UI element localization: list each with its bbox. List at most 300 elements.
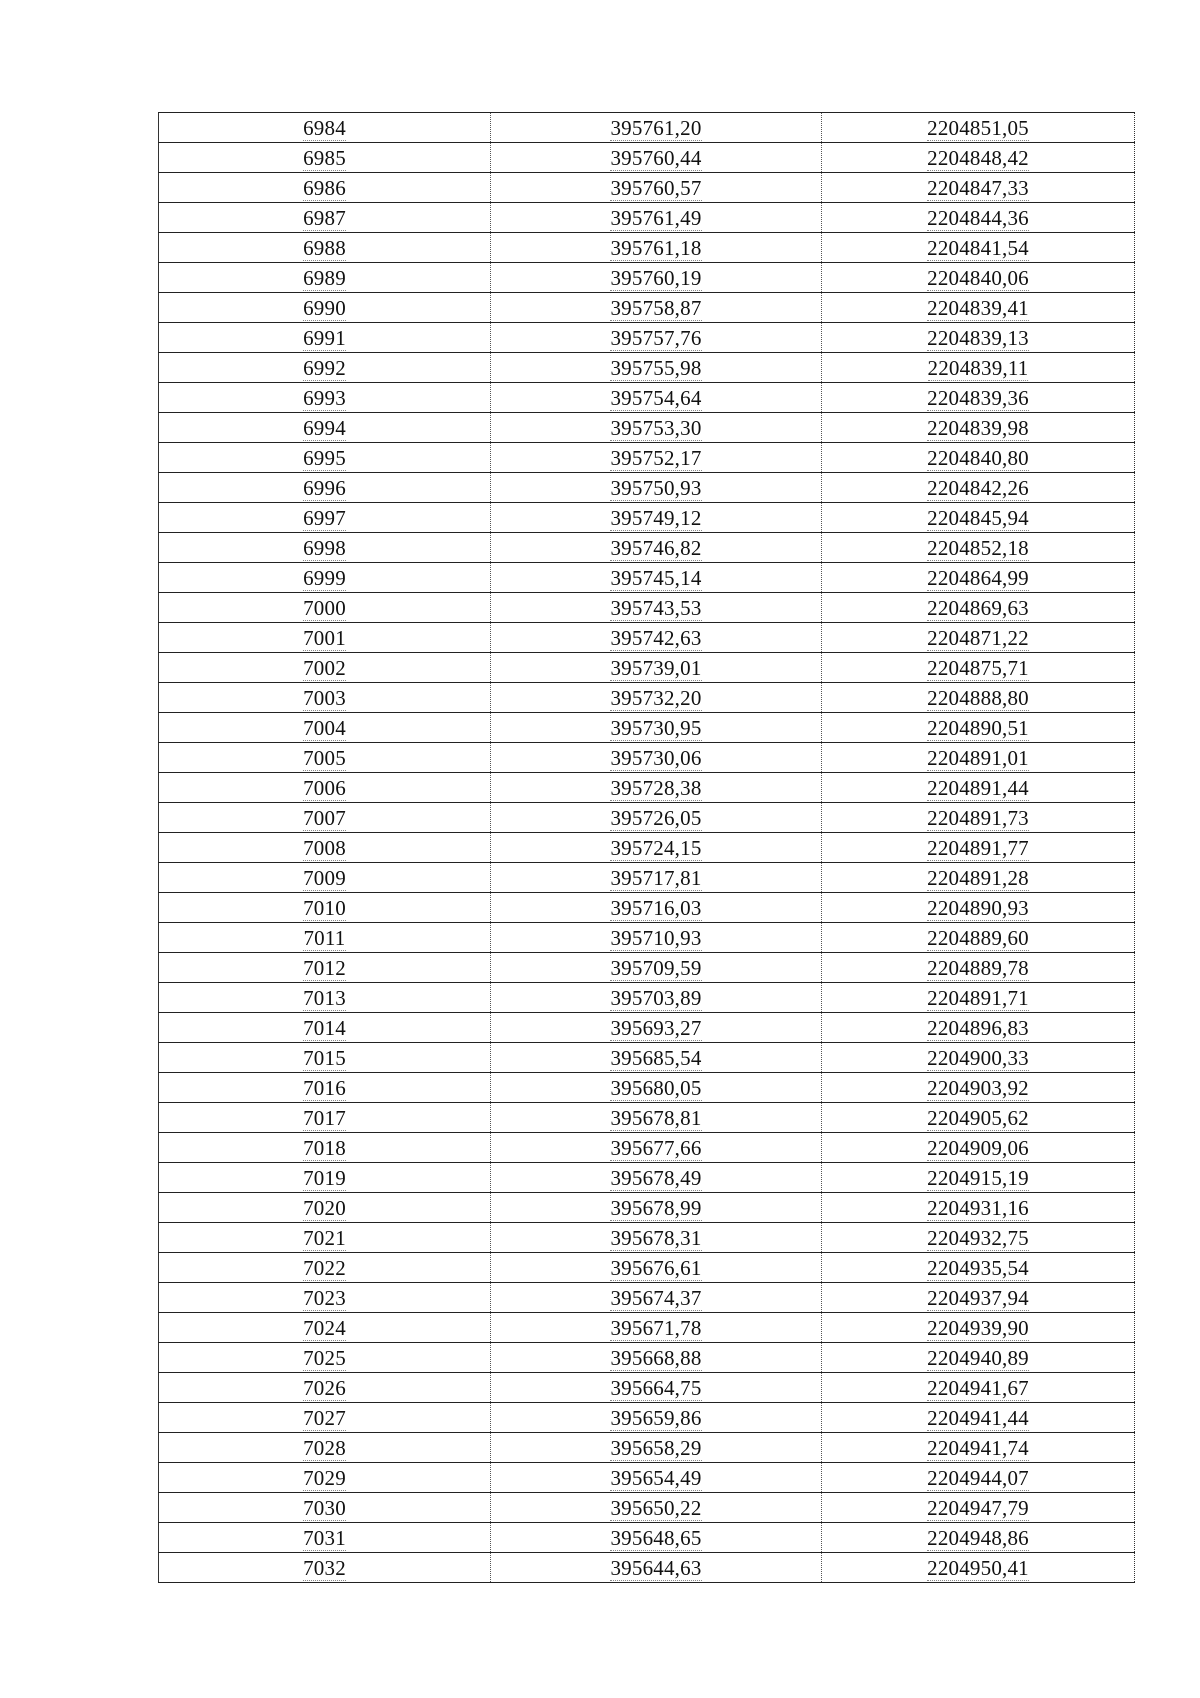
table-row [159, 1103, 1135, 1133]
x-coordinate-cell [491, 413, 822, 443]
point-number-cell [159, 443, 491, 473]
cell-text: 7031 [303, 1526, 346, 1550]
table-row [159, 113, 1135, 143]
y-coordinate-cell [822, 1103, 1135, 1133]
y-coordinate-cell [822, 443, 1135, 473]
cell-text: 7025 [303, 1346, 346, 1370]
point-number-cell [159, 1403, 491, 1433]
y-coordinate-cell [822, 1373, 1135, 1403]
y-coordinate-cell [822, 263, 1135, 293]
y-coordinate-cell [822, 503, 1135, 533]
x-coordinate-cell [491, 923, 822, 953]
cell-text: 2204839,36 [927, 386, 1029, 410]
cell-text: 7027 [303, 1406, 346, 1430]
cell-text: 395760,57 [610, 176, 702, 200]
cell-text: 395730,06 [610, 746, 702, 770]
cell-text: 6984 [303, 116, 346, 140]
y-coordinate-cell [822, 893, 1135, 923]
table-row [159, 983, 1135, 1013]
point-number-cell [159, 863, 491, 893]
point-number-cell [159, 1433, 491, 1463]
table-row [159, 893, 1135, 923]
cell-text: 7003 [303, 686, 346, 710]
cell-text: 395724,15 [610, 836, 702, 860]
y-coordinate-cell [822, 1163, 1135, 1193]
point-number-cell [159, 1193, 491, 1223]
cell-text: 6997 [303, 506, 346, 530]
y-coordinate-cell [822, 233, 1135, 263]
x-coordinate-cell [491, 1523, 822, 1553]
cell-text: 395753,30 [610, 416, 702, 440]
table-row [159, 713, 1135, 743]
cell-text: 2204864,99 [927, 566, 1029, 590]
table-row [159, 1193, 1135, 1223]
y-coordinate-cell [822, 1463, 1135, 1493]
cell-text: 2204839,13 [927, 326, 1029, 350]
cell-text: 395678,99 [610, 1196, 702, 1220]
cell-text: 395658,29 [610, 1436, 702, 1460]
x-coordinate-cell [491, 1553, 822, 1583]
table-row [159, 1013, 1135, 1043]
cell-text: 395739,01 [610, 656, 702, 680]
cell-text: 395761,18 [610, 236, 702, 260]
x-coordinate-cell [491, 1403, 822, 1433]
x-coordinate-cell [491, 353, 822, 383]
cell-text: 6994 [303, 416, 346, 440]
point-number-cell [159, 263, 491, 293]
y-coordinate-cell [822, 1193, 1135, 1223]
y-coordinate-cell [822, 923, 1135, 953]
x-coordinate-cell [491, 1133, 822, 1163]
x-coordinate-cell [491, 1043, 822, 1073]
table-row [159, 233, 1135, 263]
cell-text: 395716,03 [610, 896, 702, 920]
cell-text: 6987 [303, 206, 346, 230]
cell-text: 6988 [303, 236, 346, 260]
y-coordinate-cell [822, 1523, 1135, 1553]
y-coordinate-cell [822, 1043, 1135, 1073]
y-coordinate-cell [822, 563, 1135, 593]
cell-text: 2204941,44 [927, 1406, 1029, 1430]
y-coordinate-cell [822, 1403, 1135, 1433]
cell-text: 7021 [303, 1226, 346, 1250]
x-coordinate-cell [491, 563, 822, 593]
cell-text: 7014 [303, 1016, 346, 1040]
x-coordinate-cell [491, 503, 822, 533]
table-row [159, 293, 1135, 323]
cell-text: 2204947,79 [927, 1496, 1029, 1520]
cell-text: 7004 [303, 716, 346, 740]
point-number-cell [159, 503, 491, 533]
point-number-cell [159, 353, 491, 383]
cell-text: 2204839,11 [927, 356, 1029, 380]
cell-text: 6989 [303, 266, 346, 290]
cell-text: 6992 [303, 356, 346, 380]
cell-text: 6990 [303, 296, 346, 320]
cell-text: 2204842,26 [927, 476, 1029, 500]
point-number-cell [159, 563, 491, 593]
table-row [159, 1253, 1135, 1283]
y-coordinate-cell [822, 173, 1135, 203]
table-row [159, 533, 1135, 563]
cell-text: 7028 [303, 1436, 346, 1460]
point-number-cell [159, 1343, 491, 1373]
y-coordinate-cell [822, 983, 1135, 1013]
y-coordinate-cell [822, 833, 1135, 863]
cell-text: 2204935,54 [927, 1256, 1029, 1280]
cell-text: 395659,86 [610, 1406, 702, 1430]
table-row [159, 773, 1135, 803]
table-row [159, 203, 1135, 233]
y-coordinate-cell [822, 653, 1135, 683]
table-row [159, 653, 1135, 683]
point-number-cell [159, 323, 491, 353]
cell-text: 7009 [303, 866, 346, 890]
x-coordinate-cell [491, 743, 822, 773]
x-coordinate-cell [491, 323, 822, 353]
y-coordinate-cell [822, 1073, 1135, 1103]
y-coordinate-cell [822, 773, 1135, 803]
cell-text: 2204851,05 [927, 116, 1029, 140]
y-coordinate-cell [822, 293, 1135, 323]
cell-text: 395728,38 [610, 776, 702, 800]
cell-text: 7010 [303, 896, 346, 920]
point-number-cell [159, 803, 491, 833]
y-coordinate-cell [822, 473, 1135, 503]
x-coordinate-cell [491, 1373, 822, 1403]
x-coordinate-cell [491, 1283, 822, 1313]
cell-text: 7032 [303, 1556, 346, 1580]
cell-text: 395717,81 [610, 866, 702, 890]
x-coordinate-cell [491, 1163, 822, 1193]
cell-text: 2204891,71 [927, 986, 1029, 1010]
cell-text: 395644,63 [610, 1556, 702, 1580]
x-coordinate-cell [491, 593, 822, 623]
x-coordinate-cell [491, 533, 822, 563]
cell-text: 2204896,83 [927, 1016, 1029, 1040]
cell-text: 2204940,89 [927, 1346, 1029, 1370]
x-coordinate-cell [491, 1253, 822, 1283]
point-number-cell [159, 593, 491, 623]
y-coordinate-cell [822, 1493, 1135, 1523]
cell-text: 395746,82 [610, 536, 702, 560]
table-row [159, 1073, 1135, 1103]
table-row [159, 1223, 1135, 1253]
x-coordinate-cell [491, 233, 822, 263]
cell-text: 2204931,16 [927, 1196, 1029, 1220]
y-coordinate-cell [822, 1343, 1135, 1373]
table-row [159, 383, 1135, 413]
y-coordinate-cell [822, 863, 1135, 893]
cell-text: 6999 [303, 566, 346, 590]
cell-text: 2204871,22 [927, 626, 1029, 650]
cell-text: 395693,27 [610, 1016, 702, 1040]
point-number-cell [159, 1163, 491, 1193]
cell-text: 395742,63 [610, 626, 702, 650]
cell-text: 2204944,07 [927, 1466, 1029, 1490]
y-coordinate-cell [822, 593, 1135, 623]
cell-text: 395664,75 [610, 1376, 702, 1400]
point-number-cell [159, 173, 491, 203]
point-number-cell [159, 233, 491, 263]
x-coordinate-cell [491, 623, 822, 653]
point-number-cell [159, 1313, 491, 1343]
cell-text: 7007 [303, 806, 346, 830]
x-coordinate-cell [491, 893, 822, 923]
point-number-cell [159, 1373, 491, 1403]
cell-text: 395709,59 [610, 956, 702, 980]
cell-text: 2204941,74 [927, 1436, 1029, 1460]
y-coordinate-cell [822, 353, 1135, 383]
cell-text: 395677,66 [610, 1136, 702, 1160]
point-number-cell [159, 1493, 491, 1523]
x-coordinate-cell [491, 203, 822, 233]
cell-text: 395678,81 [610, 1106, 702, 1130]
x-coordinate-cell [491, 1223, 822, 1253]
table-row [159, 683, 1135, 713]
y-coordinate-cell [822, 743, 1135, 773]
cell-text: 395648,65 [610, 1526, 702, 1550]
x-coordinate-cell [491, 863, 822, 893]
cell-text: 7013 [303, 986, 346, 1010]
cell-text: 2204937,94 [927, 1286, 1029, 1310]
table-row [159, 1463, 1135, 1493]
cell-text: 7008 [303, 836, 346, 860]
cell-text: 395680,05 [610, 1076, 702, 1100]
cell-text: 2204891,01 [927, 746, 1029, 770]
cell-text: 2204891,28 [927, 866, 1029, 890]
cell-text: 395757,76 [610, 326, 702, 350]
cell-text: 2204839,98 [927, 416, 1029, 440]
point-number-cell [159, 1073, 491, 1103]
point-number-cell [159, 1103, 491, 1133]
cell-text: 7026 [303, 1376, 346, 1400]
cell-text: 7001 [303, 626, 346, 650]
cell-text: 395654,49 [610, 1466, 702, 1490]
cell-text: 2204909,06 [927, 1136, 1029, 1160]
cell-text: 2204939,90 [927, 1316, 1029, 1340]
cell-text: 395678,49 [610, 1166, 702, 1190]
cell-text: 2204841,54 [927, 236, 1029, 260]
table-row [159, 1433, 1135, 1463]
y-coordinate-cell [822, 383, 1135, 413]
cell-text: 395668,88 [610, 1346, 702, 1370]
cell-text: 6985 [303, 146, 346, 170]
x-coordinate-cell [491, 293, 822, 323]
x-coordinate-cell [491, 953, 822, 983]
point-number-cell [159, 473, 491, 503]
y-coordinate-cell [822, 533, 1135, 563]
cell-text: 395676,61 [610, 1256, 702, 1280]
point-number-cell [159, 533, 491, 563]
cell-text: 2204905,62 [927, 1106, 1029, 1130]
x-coordinate-cell [491, 263, 822, 293]
cell-text: 7023 [303, 1286, 346, 1310]
cell-text: 2204891,77 [927, 836, 1029, 860]
cell-text: 6993 [303, 386, 346, 410]
cell-text: 2204891,73 [927, 806, 1029, 830]
cell-text: 2204840,06 [927, 266, 1029, 290]
point-number-cell [159, 833, 491, 863]
cell-text: 7016 [303, 1076, 346, 1100]
cell-text: 6986 [303, 176, 346, 200]
point-number-cell [159, 743, 491, 773]
table-row [159, 863, 1135, 893]
cell-text: 395685,54 [610, 1046, 702, 1070]
x-coordinate-cell [491, 1103, 822, 1133]
cell-text: 2204848,42 [927, 146, 1029, 170]
y-coordinate-cell [822, 953, 1135, 983]
point-number-cell [159, 923, 491, 953]
point-number-cell [159, 413, 491, 443]
cell-text: 2204948,86 [927, 1526, 1029, 1550]
cell-text: 7005 [303, 746, 346, 770]
cell-text: 7020 [303, 1196, 346, 1220]
cell-text: 395755,98 [610, 356, 702, 380]
table-row [159, 443, 1135, 473]
cell-text: 2204932,75 [927, 1226, 1029, 1250]
point-number-cell [159, 1133, 491, 1163]
y-coordinate-cell [822, 413, 1135, 443]
cell-text: 2204890,51 [927, 716, 1029, 740]
x-coordinate-cell [491, 1433, 822, 1463]
cell-text: 395678,31 [610, 1226, 702, 1250]
y-coordinate-cell [822, 1313, 1135, 1343]
table-row [159, 833, 1135, 863]
table-row [159, 743, 1135, 773]
cell-text: 2204889,60 [927, 926, 1029, 950]
cell-text: 6996 [303, 476, 346, 500]
cell-text: 395749,12 [610, 506, 702, 530]
cell-text: 395730,95 [610, 716, 702, 740]
x-coordinate-cell [491, 713, 822, 743]
cell-text: 7011 [303, 926, 346, 950]
cell-text: 7019 [303, 1166, 346, 1190]
x-coordinate-cell [491, 683, 822, 713]
point-number-cell [159, 143, 491, 173]
cell-text: 2204950,41 [927, 1556, 1029, 1580]
table-row [159, 323, 1135, 353]
point-number-cell [159, 953, 491, 983]
cell-text: 395726,05 [610, 806, 702, 830]
x-coordinate-cell [491, 653, 822, 683]
table-row [159, 1313, 1135, 1343]
y-coordinate-cell [822, 1013, 1135, 1043]
cell-text: 2204875,71 [927, 656, 1029, 680]
coordinates-table-body [159, 113, 1135, 1583]
cell-text: 6991 [303, 326, 346, 350]
table-row [159, 1373, 1135, 1403]
cell-text: 395758,87 [610, 296, 702, 320]
y-coordinate-cell [822, 203, 1135, 233]
cell-text: 2204891,44 [927, 776, 1029, 800]
x-coordinate-cell [491, 383, 822, 413]
table-row [159, 1493, 1135, 1523]
y-coordinate-cell [822, 1283, 1135, 1313]
coordinates-sheet [158, 112, 1134, 1583]
point-number-cell [159, 1253, 491, 1283]
y-coordinate-cell [822, 803, 1135, 833]
cell-text: 395650,22 [610, 1496, 702, 1520]
y-coordinate-cell [822, 113, 1135, 143]
table-row [159, 1133, 1135, 1163]
x-coordinate-cell [491, 773, 822, 803]
table-row [159, 503, 1135, 533]
cell-text: 7017 [303, 1106, 346, 1130]
table-row [159, 1163, 1135, 1193]
cell-text: 395745,14 [610, 566, 702, 590]
x-coordinate-cell [491, 983, 822, 1013]
cell-text: 395743,53 [610, 596, 702, 620]
point-number-cell [159, 1553, 491, 1583]
table-row [159, 803, 1135, 833]
table-row [159, 1283, 1135, 1313]
table-row [159, 173, 1135, 203]
table-row [159, 623, 1135, 653]
cell-text: 2204845,94 [927, 506, 1029, 530]
point-number-cell [159, 653, 491, 683]
cell-text: 395752,17 [610, 446, 702, 470]
cell-text: 2204840,80 [927, 446, 1029, 470]
cell-text: 2204941,67 [927, 1376, 1029, 1400]
y-coordinate-cell [822, 143, 1135, 173]
cell-text: 7012 [303, 956, 346, 980]
cell-text: 395674,37 [610, 1286, 702, 1310]
point-number-cell [159, 983, 491, 1013]
point-number-cell [159, 293, 491, 323]
table-row [159, 953, 1135, 983]
cell-text: 2204889,78 [927, 956, 1029, 980]
cell-text: 395760,44 [610, 146, 702, 170]
point-number-cell [159, 1043, 491, 1073]
cell-text: 7024 [303, 1316, 346, 1340]
cell-text: 2204852,18 [927, 536, 1029, 560]
cell-text: 395760,19 [610, 266, 702, 290]
y-coordinate-cell [822, 713, 1135, 743]
x-coordinate-cell [491, 443, 822, 473]
y-coordinate-cell [822, 1223, 1135, 1253]
table-row [159, 143, 1135, 173]
cell-text: 2204900,33 [927, 1046, 1029, 1070]
x-coordinate-cell [491, 473, 822, 503]
point-number-cell [159, 1013, 491, 1043]
cell-text: 2204915,19 [927, 1166, 1029, 1190]
y-coordinate-cell [822, 623, 1135, 653]
cell-text: 395750,93 [610, 476, 702, 500]
point-number-cell [159, 383, 491, 413]
x-coordinate-cell [491, 1013, 822, 1043]
point-number-cell [159, 1283, 491, 1313]
table-row [159, 563, 1135, 593]
cell-text: 2204903,92 [927, 1076, 1029, 1100]
y-coordinate-cell [822, 1133, 1135, 1163]
cell-text: 7006 [303, 776, 346, 800]
cell-text: 2204847,33 [927, 176, 1029, 200]
x-coordinate-cell [491, 1463, 822, 1493]
point-number-cell [159, 713, 491, 743]
cell-text: 395710,93 [610, 926, 702, 950]
x-coordinate-cell [491, 173, 822, 203]
cell-text: 7030 [303, 1496, 346, 1520]
x-coordinate-cell [491, 1073, 822, 1103]
x-coordinate-cell [491, 803, 822, 833]
y-coordinate-cell [822, 323, 1135, 353]
cell-text: 395761,20 [610, 116, 702, 140]
table-row [159, 1043, 1135, 1073]
cell-text: 2204844,36 [927, 206, 1029, 230]
cell-text: 7022 [303, 1256, 346, 1280]
point-number-cell [159, 1463, 491, 1493]
